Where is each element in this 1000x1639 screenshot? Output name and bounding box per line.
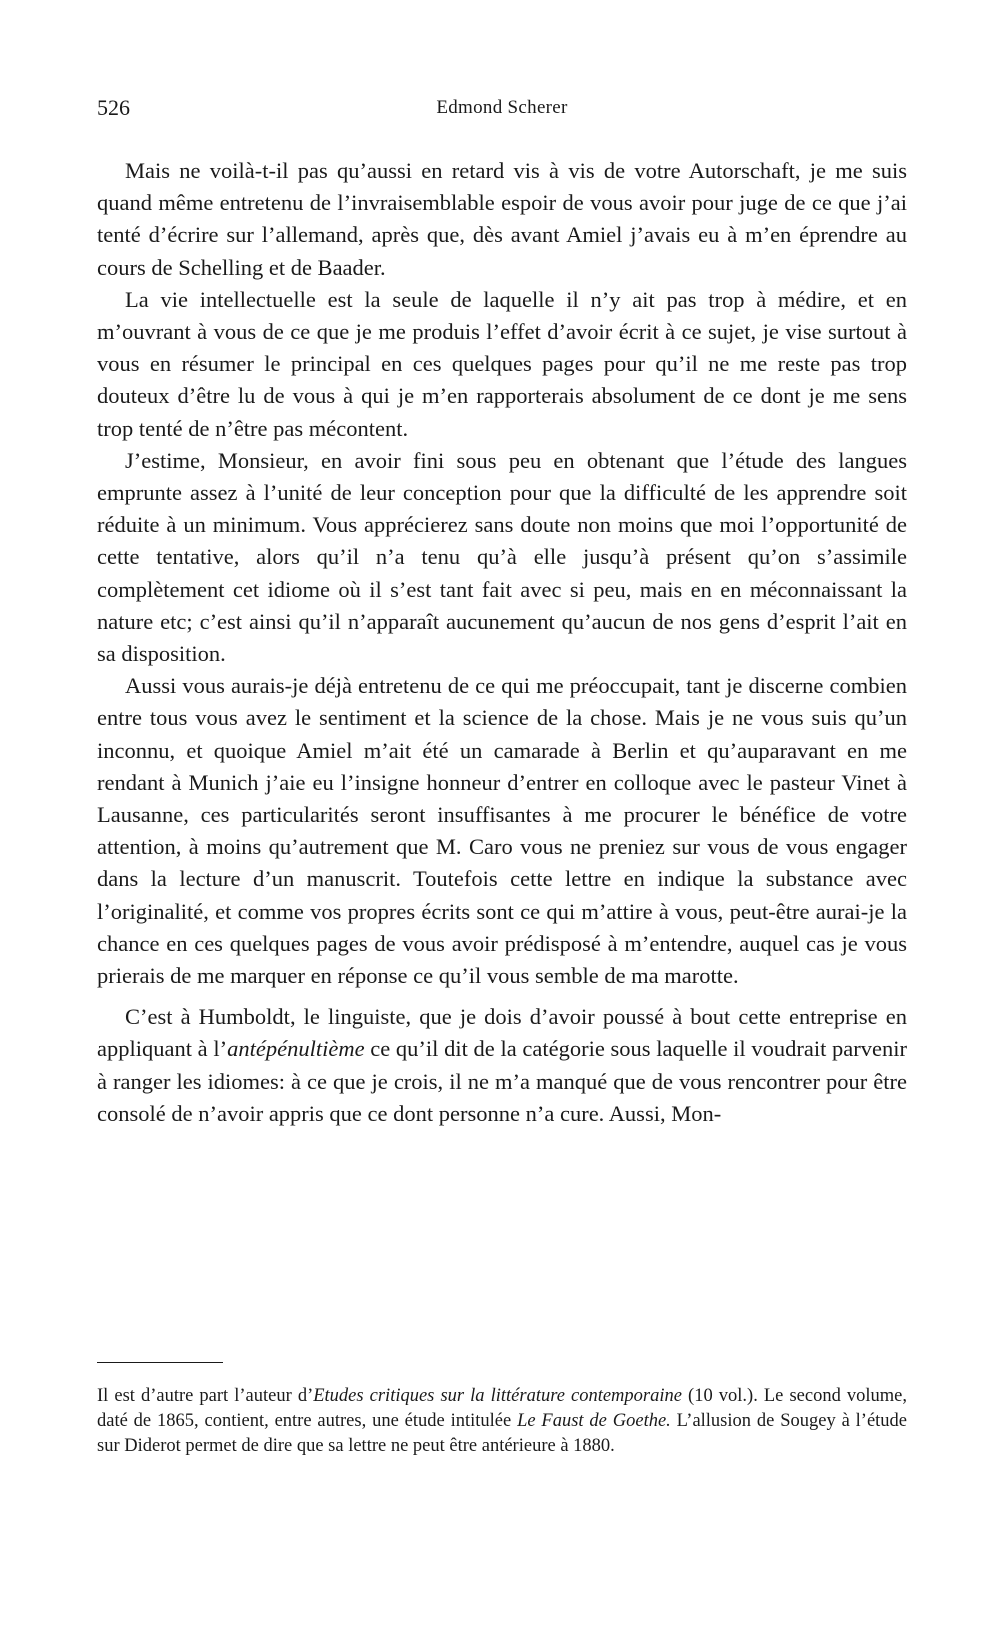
paragraph: Mais ne voilà-t-il pas qu’aussi en retard vis à vis de votre Autorschaft, je me suis quand même entretenu de l’invraisemblable espoir de vous avoir pour juge de ce que j’ai tenté d’écrire sur l’allemand, après que, dès avant Amiel j’avais eu à m’en éprendre au cours de Schelling et de Baader. [97,158,907,280]
footnote-book-title: Le Faust de Goethe. [517,1411,671,1431]
paragraph-text: ce qu’il dit de la catégorie sous laquelle il voudrait parvenir à ranger les idiomes: à ce que je crois, il ne m’a manqué que de vous rencontrer pour être consolé de n’avoir appris que ce dont personne n’a cure. Aussi, Mon- [97,1036,907,1126]
paragraph: Aussi vous aurais-je déjà entretenu de ce qui me préoccupait, tant je discerne combien entre tous vous avez le sentiment et la science de la chose. Mais je ne vous suis qu’un inconnu, et quoique Amiel m’ait été un camarade à Berlin et qu’auparavant en me rendant à Munich j’aie eu l’insigne honneur d’entrer en colloque avec le pasteur Vinet à Lausanne, ces particularités seront insuffisantes à me procurer le bénéfice de votre attention, à moins qu’autrement que M. Caro vous ne preniez sur vous de vous engager dans la lecture d’un manuscrit. Toutefois cette lettre en indique la substance avec l’originalité, et comme vos propres écrits sont ce qui m’attire à vous, peut-être aurai-je la chance en ces quelques pages de vous avoir prédisposé à m’entendre, auquel cas je vous prierais de me marquer en réponse ce qu’il vous semble de ma marotte. [97,673,907,989]
page-header [97,95,907,125]
footnote-text: (10 vol.). Le second volume, daté de 1865, contient, entre autres, une étude intitulée [97,1386,907,1431]
footnote-text: L’allusion de Sougey à l’étude sur Diderot permet de dire que sa lettre ne peut être antérieure à 1880. [97,1411,908,1456]
footnote-rule [97,1362,223,1363]
footnote [97,1384,907,1459]
body-text [97,155,907,1130]
running-head: Edmond Scherer [436,97,568,118]
paragraph: La vie intellectuelle est la seule de laquelle il n’y ait pas trop à médire, et en m’ouvrant à vous de ce que je me produis l’effet d’avoir écrit à ce sujet, je vise surtout à vous en résumer le principal en ces quelques pages pour qu’il ne me reste pas trop douteux d’être lu de vous à qui je m’en rapporterais absolument de ce dont je me sens trop tenté de n’être pas mécontent. [97,286,907,441]
paragraph [97,1001,907,1130]
footnote-book-title: Etudes critiques sur la littérature contemporaine [313,1386,682,1406]
paragraph: J’estime, Monsieur, en avoir fini sous peu en obtenant que l’étude des langues emprunte assez à l’unité de leur conception pour que la difficulté de les apprendre soit réduite à un minimum. Vous apprécierez sans doute non moins que moi l’opportunité de cette tentative, alors qu’il n’a tenu qu’à elle jusqu’à présent qu’on s’assimile complètement cet idiome où il s’est tant fait avec si peu, mais en en méconnaissant la nature etc; c’est ainsi qu’il n’apparaît aucunement qu’aucun de nos gens d’esprit l’ait en sa disposition. [97,447,907,667]
footnote-text: Il est d’autre part l’auteur d’ [97,1386,314,1406]
italic-term: antépénultième [227,1036,365,1062]
page-number: 526 [97,95,130,120]
paragraph-text: C’est à Humboldt, le linguiste, que je dois d’avoir poussé à bout cette entreprise en appliquant à l’ [97,1004,907,1062]
